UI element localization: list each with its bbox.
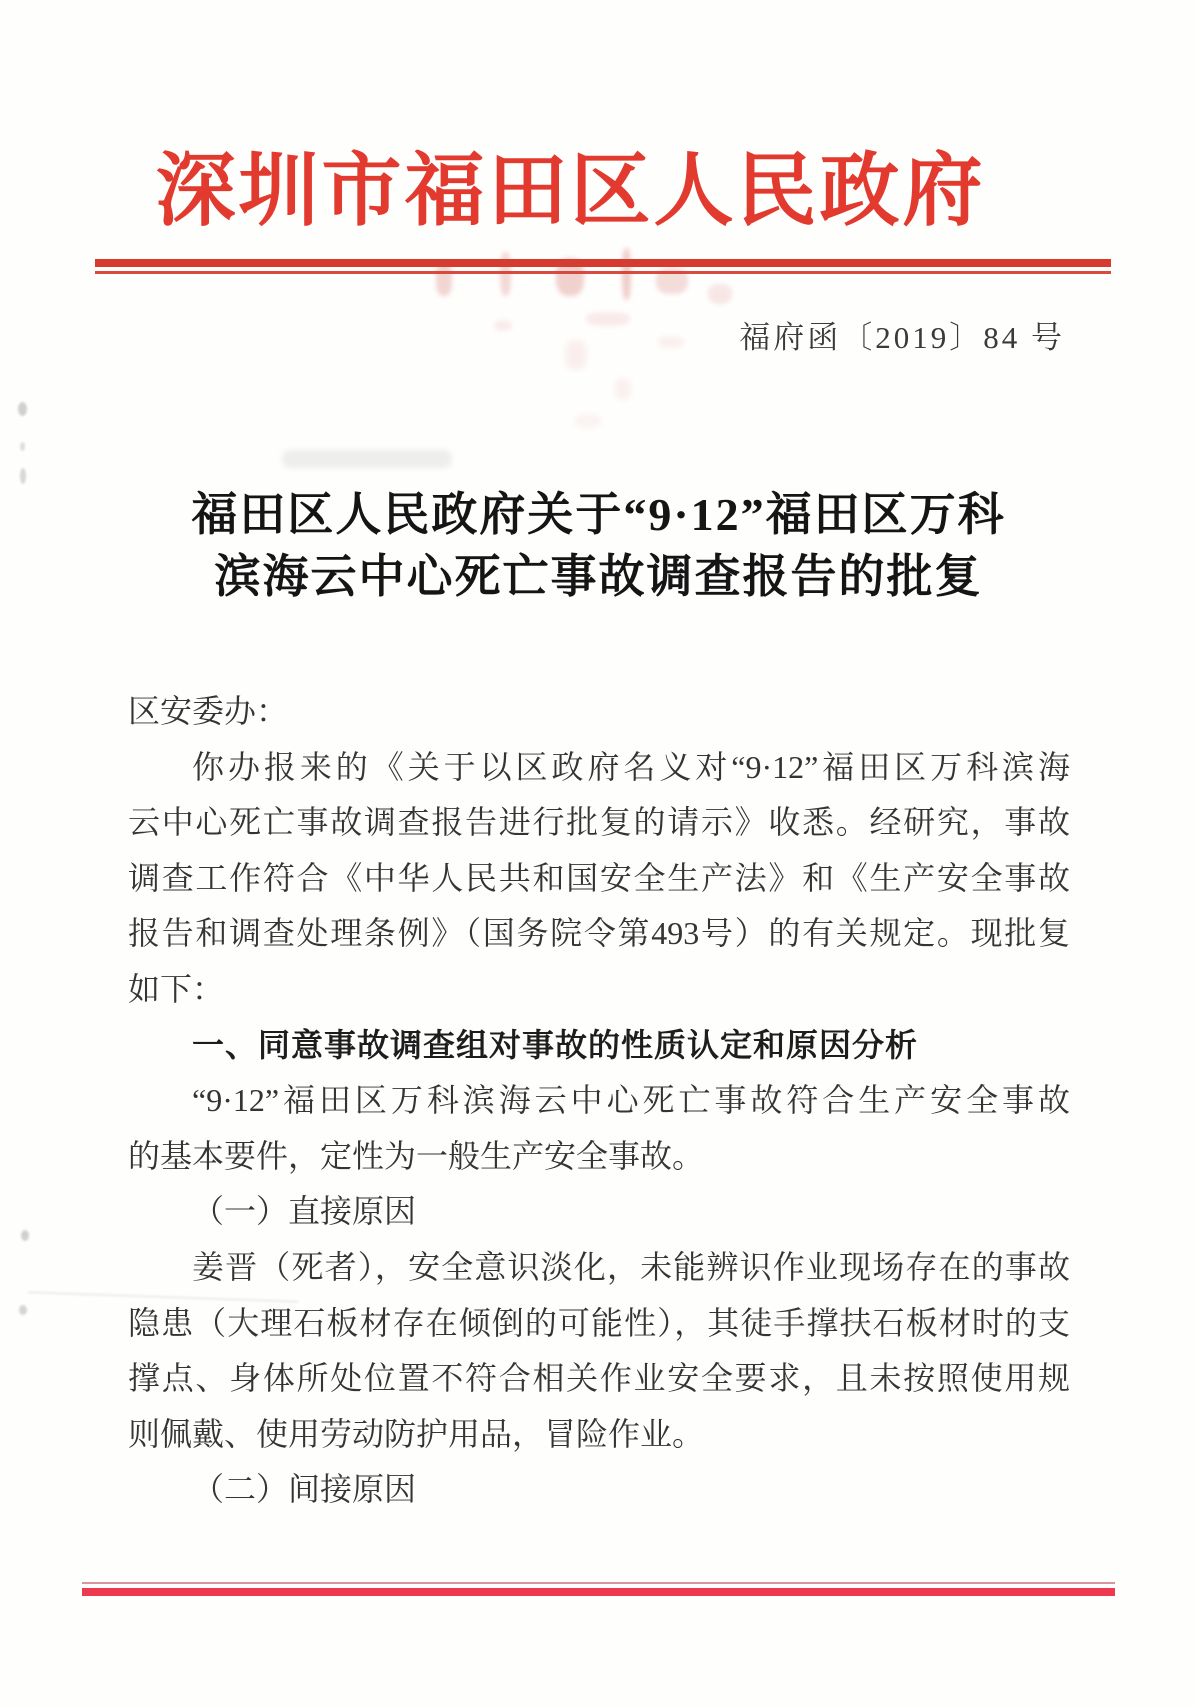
footer-rule-thick [82, 1588, 1115, 1596]
stamp-ghost-faint [545, 330, 765, 450]
stamp-ghost-speckle [436, 262, 452, 296]
document-body [128, 684, 1070, 1518]
stamp-ghost-speckle [708, 284, 732, 304]
scan-smudge [282, 450, 452, 468]
subsection-heading: （一）直接原因 [192, 1193, 417, 1230]
subsection-heading: （二）间接原因 [192, 1471, 417, 1508]
body-line: 姜晋（死者），安全意识淡化，未能辨识作业现场存在的事故 [192, 1248, 1070, 1285]
body-line: 隐患（大理石板材存在倾倒的可能性），其徒手撑扶石板材时的支 [128, 1304, 1070, 1341]
scan-artifact [20, 442, 25, 451]
body-line: “9·12”福田区万科滨海云中心死亡事故符合生产安全事故 [192, 1082, 1070, 1119]
body-line: 则佩戴、使用劳动防护用品，冒险作业。 [128, 1415, 705, 1452]
body-line: 报告和调查处理条例》（国务院令第493号）的有关规定。现批复 [128, 915, 1070, 952]
stamp-ghost-speckle [494, 320, 512, 331]
scan-artifact [19, 1305, 27, 1315]
body-line: 调查工作符合《中华人民共和国安全生产法》和《生产安全事故 [128, 859, 1070, 896]
body-line: 你办报来的《关于以区政府名义对“9·12”福田区万科滨海 [192, 748, 1070, 785]
stamp-ghost-speckle [565, 340, 587, 370]
salutation: 区安委办： [128, 693, 289, 729]
scan-artifact [18, 402, 27, 416]
footer-rule-thin [82, 1582, 1115, 1584]
header-rule-thin [95, 271, 1111, 274]
stamp-ghost-speckle [615, 378, 631, 400]
section-heading: 一、同意事故调查组对事故的性质认定和原因分析 [192, 1026, 919, 1063]
body-line: 撑点、身体所处位置不符合相关作业安全要求，且未按照使用规 [128, 1360, 1070, 1397]
stamp-ghost-speckle [586, 312, 630, 326]
stamp-ghost-speckle [658, 336, 684, 348]
document-title-line1: 福田区人民政府关于“9·12”福田区万科 [191, 489, 1006, 540]
scan-artifact [21, 1230, 29, 1241]
document-number: 福府函〔2019〕84 号 [739, 320, 1065, 355]
stamp-ghost-speckle [622, 248, 631, 300]
scan-artifact [20, 468, 26, 484]
header-rule-thick [95, 259, 1111, 267]
document-title [0, 484, 1197, 608]
body-line: 云中心死亡事故调查报告进行批复的请示》收悉。经研究，事故 [128, 804, 1070, 841]
body-line: 的基本要件，定性为一般生产安全事故。 [128, 1137, 705, 1174]
stamp-ghost-speckle [575, 414, 601, 428]
document-title-line2: 滨海云中心死亡事故调查报告的批复 [214, 551, 983, 602]
body-line: 如下： [128, 970, 225, 1007]
letterhead-agency-title: 深圳市福田区人民政府 [155, 148, 986, 236]
